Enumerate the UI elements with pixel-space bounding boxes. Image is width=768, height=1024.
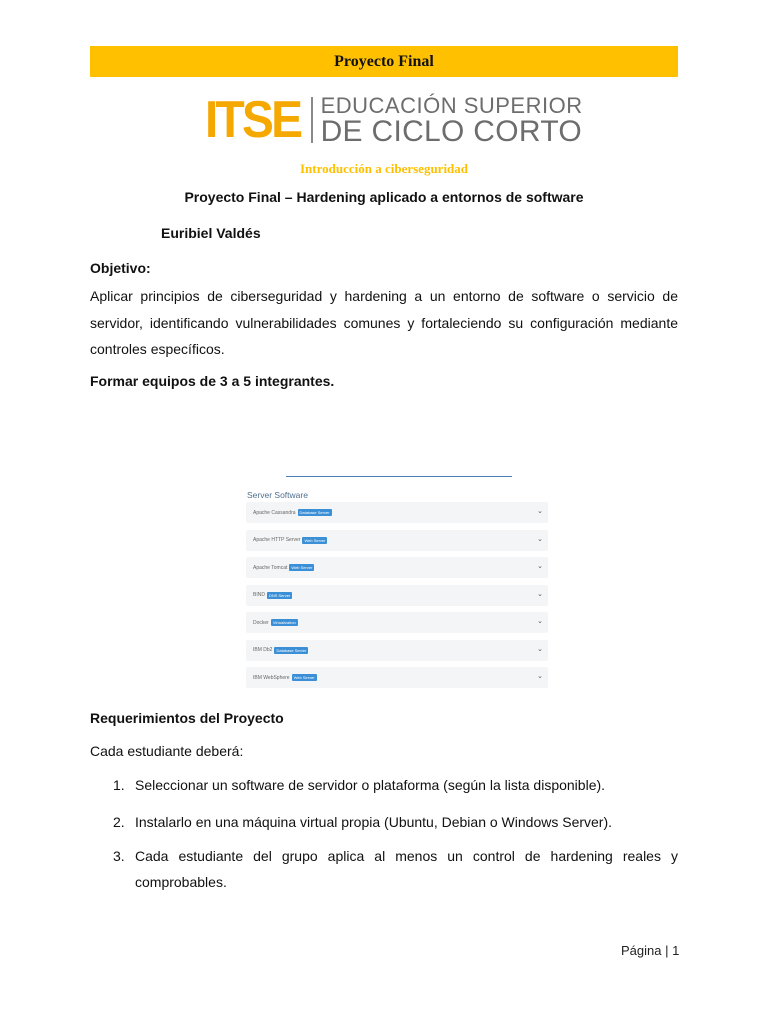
chevron-down-icon[interactable]: ⌄ bbox=[537, 590, 543, 598]
logo-mark: ITSE bbox=[205, 91, 301, 149]
server-software-badge: Web Server bbox=[291, 565, 313, 570]
server-software-badge: DNS Server bbox=[268, 592, 291, 598]
course-name: Introducción a ciberseguridad bbox=[299, 161, 469, 176]
requirement-text: Instalarlo en una máquina virtual propia (Ubuntu, Debian o Windows Server). bbox=[135, 814, 613, 830]
chevron-down-icon[interactable]: ⌄ bbox=[537, 508, 543, 515]
chevron-down-icon[interactable]: ⌄ bbox=[537, 563, 543, 570]
teams-instruction: Formar equipos de 3 a 5 integrantes. bbox=[90, 373, 335, 389]
server-software-item[interactable] bbox=[246, 502, 548, 523]
server-software-badge: Database Server bbox=[276, 647, 307, 653]
server-software-name: Docker bbox=[253, 619, 269, 626]
chevron-down-icon[interactable]: ⌄ bbox=[537, 645, 543, 653]
document-header-title: Proyecto Final bbox=[334, 52, 434, 70]
objective-text: Aplicar principios de ciberseguridad y hardening a un entorno de software o servicio de servidor, identificando vulnerabilidades comunes y fortaleciendo su configuración mediante controles específicos. bbox=[90, 288, 678, 357]
server-software-item[interactable] bbox=[246, 667, 548, 688]
requirement-text: Cada estudiante del grupo aplica al menos un control de hardening reales y comprobables. bbox=[135, 848, 678, 890]
server-software-name: IBM Db2 bbox=[253, 647, 273, 653]
itse-logo bbox=[205, 91, 583, 149]
requirement-number: 1. bbox=[113, 777, 125, 793]
server-software-name: Apache HTTP Server bbox=[253, 537, 301, 543]
server-software-item[interactable] bbox=[246, 557, 548, 578]
page-number: Página | 1 bbox=[621, 943, 680, 958]
server-software-badge: Database Server bbox=[299, 510, 330, 515]
server-software-item[interactable] bbox=[246, 640, 548, 661]
screenshot-top-rule bbox=[286, 476, 512, 477]
requirements-heading: Requerimientos del Proyecto bbox=[90, 710, 284, 726]
requirements-intro: Cada estudiante deberá: bbox=[90, 743, 244, 759]
server-software-item[interactable] bbox=[246, 530, 548, 551]
server-software-badge: Web Server bbox=[293, 675, 315, 680]
server-software-badge: Virtualization bbox=[272, 620, 296, 625]
server-software-name: Apache Tomcat bbox=[253, 564, 288, 571]
author-name: Euribiel Valdés bbox=[161, 225, 261, 241]
chevron-down-icon[interactable]: ⌄ bbox=[537, 535, 543, 543]
requirement-number: 2. bbox=[113, 814, 125, 830]
objective-heading: Objetivo: bbox=[90, 260, 151, 276]
server-software-screenshot bbox=[240, 468, 585, 698]
server-software-item[interactable] bbox=[246, 612, 548, 633]
logo-line-2: DE CICLO CORTO bbox=[320, 115, 583, 148]
logo-line-1: EDUCACIÓN SUPERIOR bbox=[320, 93, 583, 118]
server-software-name: IBM WebSphere bbox=[253, 674, 290, 681]
requirement-number: 3. bbox=[113, 848, 125, 864]
header-bar bbox=[90, 46, 678, 77]
server-software-item[interactable] bbox=[246, 585, 548, 606]
server-software-name: Apache Cassandra bbox=[253, 509, 296, 516]
server-software-heading: Server Software bbox=[247, 490, 308, 500]
logo-divider bbox=[311, 97, 313, 143]
server-software-name: BIND bbox=[253, 592, 265, 598]
chevron-down-icon[interactable]: ⌄ bbox=[537, 673, 543, 680]
logo-text bbox=[321, 94, 583, 146]
project-title: Proyecto Final – Hardening aplicado a entornos de software bbox=[184, 189, 584, 205]
chevron-down-icon[interactable]: ⌄ bbox=[537, 618, 543, 625]
requirement-text: Seleccionar un software de servidor o plataforma (según la lista disponible). bbox=[135, 777, 606, 793]
server-software-badge: Web Server bbox=[304, 537, 326, 543]
